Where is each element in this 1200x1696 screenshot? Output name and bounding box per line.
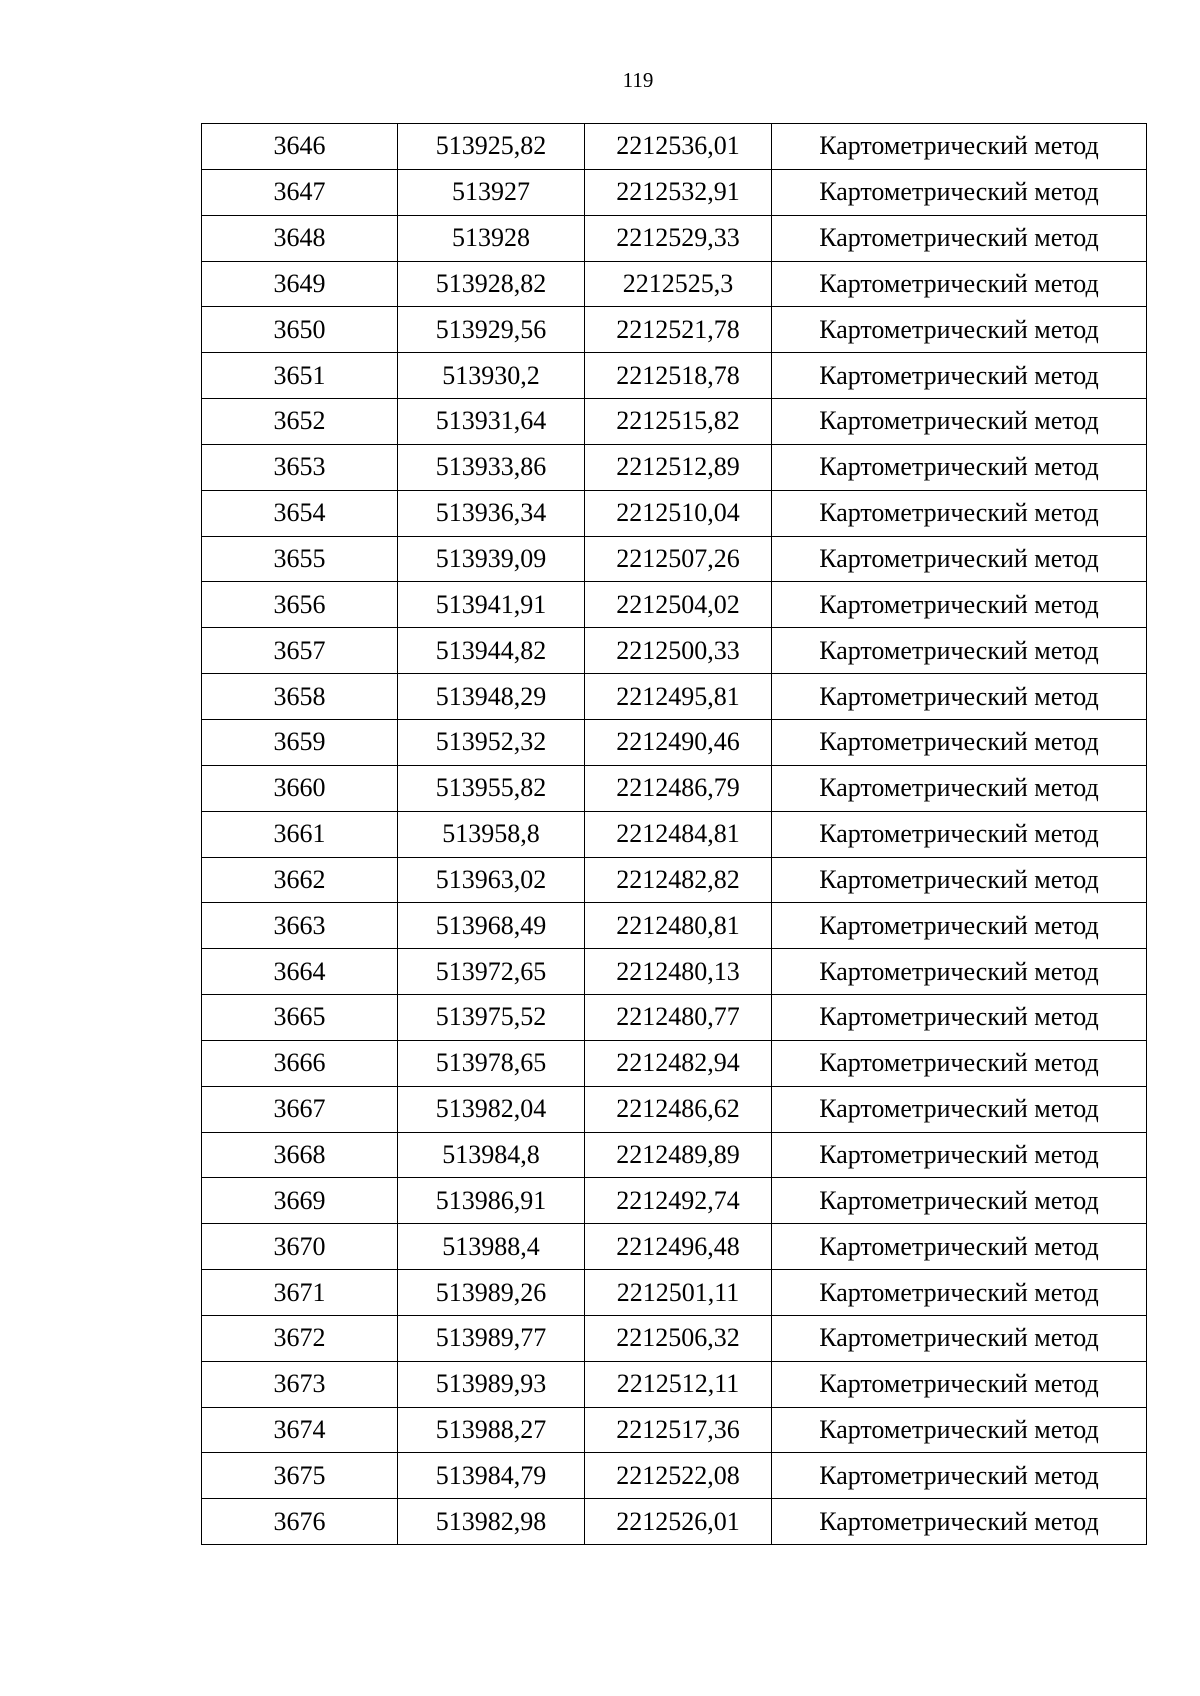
table-row: [202, 811, 1147, 857]
coordinates-table: [201, 123, 1147, 1545]
y-coordinate-cell: 2212536,01: [585, 124, 772, 170]
table-row: [202, 903, 1147, 949]
method-cell: Картометрический метод: [772, 169, 1147, 215]
table-row: [202, 444, 1147, 490]
x-coordinate-cell: 513927: [398, 169, 585, 215]
method-cell: Картометрический метод: [772, 1499, 1147, 1545]
x-coordinate-cell: 513989,93: [398, 1361, 585, 1407]
table-row: [202, 1315, 1147, 1361]
method-cell: Картометрический метод: [772, 1453, 1147, 1499]
y-coordinate-cell: 2212526,01: [585, 1499, 772, 1545]
point-number-cell: 3656: [202, 582, 398, 628]
table-row: [202, 490, 1147, 536]
y-coordinate-cell: 2212501,11: [585, 1270, 772, 1316]
point-number-cell: 3675: [202, 1453, 398, 1499]
table-row: [202, 1224, 1147, 1270]
point-number-cell: 3673: [202, 1361, 398, 1407]
point-number-cell: 3663: [202, 903, 398, 949]
point-number-cell: 3655: [202, 536, 398, 582]
x-coordinate-cell: 513989,26: [398, 1270, 585, 1316]
method-cell: Картометрический метод: [772, 1315, 1147, 1361]
x-coordinate-cell: 513928,82: [398, 261, 585, 307]
method-cell: Картометрический метод: [772, 949, 1147, 995]
method-cell: Картометрический метод: [772, 1178, 1147, 1224]
point-number-cell: 3665: [202, 995, 398, 1041]
point-number-cell: 3667: [202, 1086, 398, 1132]
y-coordinate-cell: 2212517,36: [585, 1407, 772, 1453]
table-row: [202, 628, 1147, 674]
y-coordinate-cell: 2212512,89: [585, 444, 772, 490]
table-row: [202, 353, 1147, 399]
method-cell: Картометрический метод: [772, 1086, 1147, 1132]
point-number-cell: 3672: [202, 1315, 398, 1361]
x-coordinate-cell: 513958,8: [398, 811, 585, 857]
x-coordinate-cell: 513955,82: [398, 765, 585, 811]
x-coordinate-cell: 513984,79: [398, 1453, 585, 1499]
table-row: [202, 536, 1147, 582]
y-coordinate-cell: 2212484,81: [585, 811, 772, 857]
method-cell: Картометрический метод: [772, 1407, 1147, 1453]
method-cell: Картометрический метод: [772, 1132, 1147, 1178]
point-number-cell: 3648: [202, 215, 398, 261]
table-row: [202, 307, 1147, 353]
y-coordinate-cell: 2212512,11: [585, 1361, 772, 1407]
x-coordinate-cell: 513988,27: [398, 1407, 585, 1453]
y-coordinate-cell: 2212532,91: [585, 169, 772, 215]
method-cell: Картометрический метод: [772, 261, 1147, 307]
table-row: [202, 582, 1147, 628]
table-row: [202, 765, 1147, 811]
x-coordinate-cell: 513944,82: [398, 628, 585, 674]
table-row: [202, 674, 1147, 720]
y-coordinate-cell: 2212500,33: [585, 628, 772, 674]
point-number-cell: 3669: [202, 1178, 398, 1224]
y-coordinate-cell: 2212529,33: [585, 215, 772, 261]
y-coordinate-cell: 2212482,94: [585, 1040, 772, 1086]
y-coordinate-cell: 2212525,3: [585, 261, 772, 307]
x-coordinate-cell: 513972,65: [398, 949, 585, 995]
method-cell: Картометрический метод: [772, 307, 1147, 353]
y-coordinate-cell: 2212518,78: [585, 353, 772, 399]
table-row: [202, 1132, 1147, 1178]
point-number-cell: 3654: [202, 490, 398, 536]
method-cell: Картометрический метод: [772, 628, 1147, 674]
point-number-cell: 3671: [202, 1270, 398, 1316]
table-row: [202, 1453, 1147, 1499]
point-number-cell: 3652: [202, 399, 398, 445]
point-number-cell: 3657: [202, 628, 398, 674]
y-coordinate-cell: 2212522,08: [585, 1453, 772, 1499]
table-row: [202, 719, 1147, 765]
table-row: [202, 1361, 1147, 1407]
x-coordinate-cell: 513931,64: [398, 399, 585, 445]
method-cell: Картометрический метод: [772, 811, 1147, 857]
x-coordinate-cell: 513936,34: [398, 490, 585, 536]
y-coordinate-cell: 2212480,13: [585, 949, 772, 995]
y-coordinate-cell: 2212521,78: [585, 307, 772, 353]
point-number-cell: 3649: [202, 261, 398, 307]
x-coordinate-cell: 513948,29: [398, 674, 585, 720]
point-number-cell: 3653: [202, 444, 398, 490]
y-coordinate-cell: 2212489,89: [585, 1132, 772, 1178]
method-cell: Картометрический метод: [772, 765, 1147, 811]
y-coordinate-cell: 2212480,77: [585, 995, 772, 1041]
point-number-cell: 3646: [202, 124, 398, 170]
y-coordinate-cell: 2212482,82: [585, 857, 772, 903]
point-number-cell: 3666: [202, 1040, 398, 1086]
table-row: [202, 857, 1147, 903]
x-coordinate-cell: 513986,91: [398, 1178, 585, 1224]
y-coordinate-cell: 2212504,02: [585, 582, 772, 628]
method-cell: Картометрический метод: [772, 124, 1147, 170]
point-number-cell: 3647: [202, 169, 398, 215]
x-coordinate-cell: 513982,98: [398, 1499, 585, 1545]
table-row: [202, 399, 1147, 445]
table-row: [202, 1499, 1147, 1545]
table-row: [202, 1270, 1147, 1316]
method-cell: Картометрический метод: [772, 1224, 1147, 1270]
x-coordinate-cell: 513933,86: [398, 444, 585, 490]
x-coordinate-cell: 513929,56: [398, 307, 585, 353]
x-coordinate-cell: 513939,09: [398, 536, 585, 582]
y-coordinate-cell: 2212506,32: [585, 1315, 772, 1361]
table-row: [202, 1040, 1147, 1086]
table-row: [202, 124, 1147, 170]
method-cell: Картометрический метод: [772, 399, 1147, 445]
table-row: [202, 169, 1147, 215]
table-row: [202, 995, 1147, 1041]
method-cell: Картометрический метод: [772, 215, 1147, 261]
point-number-cell: 3662: [202, 857, 398, 903]
x-coordinate-cell: 513975,52: [398, 995, 585, 1041]
method-cell: Картометрический метод: [772, 353, 1147, 399]
method-cell: Картометрический метод: [772, 857, 1147, 903]
method-cell: Картометрический метод: [772, 674, 1147, 720]
x-coordinate-cell: 513941,91: [398, 582, 585, 628]
page-number: 119: [622, 68, 654, 92]
point-number-cell: 3664: [202, 949, 398, 995]
x-coordinate-cell: 513952,32: [398, 719, 585, 765]
table-row: [202, 1407, 1147, 1453]
y-coordinate-cell: 2212492,74: [585, 1178, 772, 1224]
x-coordinate-cell: 513984,8: [398, 1132, 585, 1178]
y-coordinate-cell: 2212490,46: [585, 719, 772, 765]
method-cell: Картометрический метод: [772, 1040, 1147, 1086]
y-coordinate-cell: 2212480,81: [585, 903, 772, 949]
x-coordinate-cell: 513930,2: [398, 353, 585, 399]
method-cell: Картометрический метод: [772, 1361, 1147, 1407]
coordinates-table-body: [202, 124, 1147, 1545]
point-number-cell: 3668: [202, 1132, 398, 1178]
method-cell: Картометрический метод: [772, 536, 1147, 582]
x-coordinate-cell: 513925,82: [398, 124, 585, 170]
table-row: [202, 1086, 1147, 1132]
point-number-cell: 3676: [202, 1499, 398, 1545]
table-row: [202, 949, 1147, 995]
x-coordinate-cell: 513963,02: [398, 857, 585, 903]
y-coordinate-cell: 2212486,62: [585, 1086, 772, 1132]
y-coordinate-cell: 2212510,04: [585, 490, 772, 536]
x-coordinate-cell: 513928: [398, 215, 585, 261]
method-cell: Картометрический метод: [772, 719, 1147, 765]
x-coordinate-cell: 513982,04: [398, 1086, 585, 1132]
y-coordinate-cell: 2212496,48: [585, 1224, 772, 1270]
x-coordinate-cell: 513968,49: [398, 903, 585, 949]
y-coordinate-cell: 2212495,81: [585, 674, 772, 720]
method-cell: Картометрический метод: [772, 903, 1147, 949]
x-coordinate-cell: 513989,77: [398, 1315, 585, 1361]
method-cell: Картометрический метод: [772, 1270, 1147, 1316]
x-coordinate-cell: 513988,4: [398, 1224, 585, 1270]
point-number-cell: 3650: [202, 307, 398, 353]
y-coordinate-cell: 2212486,79: [585, 765, 772, 811]
point-number-cell: 3661: [202, 811, 398, 857]
point-number-cell: 3659: [202, 719, 398, 765]
point-number-cell: 3660: [202, 765, 398, 811]
method-cell: Картометрический метод: [772, 490, 1147, 536]
point-number-cell: 3670: [202, 1224, 398, 1270]
y-coordinate-cell: 2212507,26: [585, 536, 772, 582]
method-cell: Картометрический метод: [772, 995, 1147, 1041]
table-row: [202, 1178, 1147, 1224]
point-number-cell: 3658: [202, 674, 398, 720]
x-coordinate-cell: 513978,65: [398, 1040, 585, 1086]
point-number-cell: 3674: [202, 1407, 398, 1453]
point-number-cell: 3651: [202, 353, 398, 399]
method-cell: Картометрический метод: [772, 582, 1147, 628]
y-coordinate-cell: 2212515,82: [585, 399, 772, 445]
table-row: [202, 261, 1147, 307]
table-row: [202, 215, 1147, 261]
method-cell: Картометрический метод: [772, 444, 1147, 490]
